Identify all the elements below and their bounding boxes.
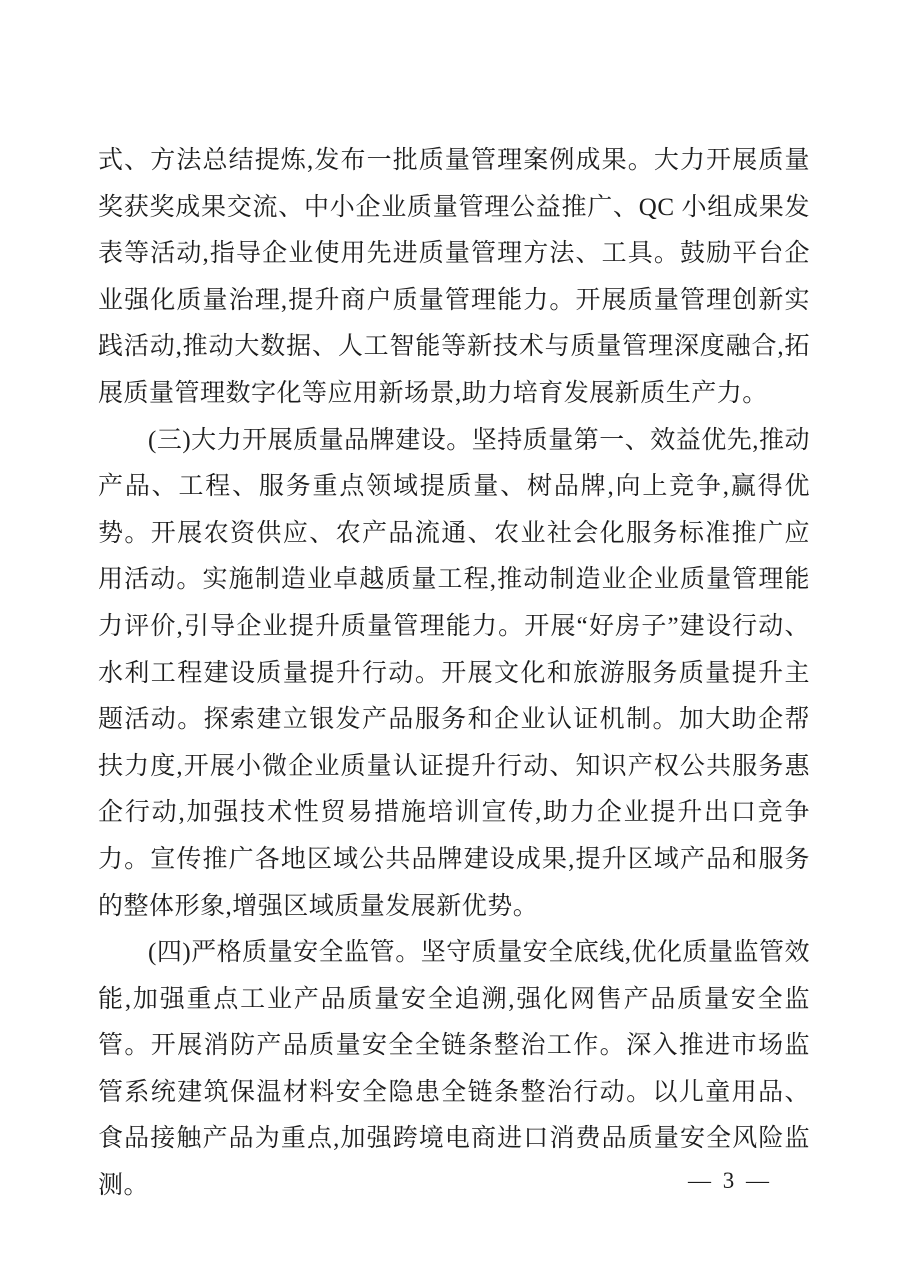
page-number: — 3 —: [688, 1168, 772, 1193]
document-body: [98, 138, 810, 1210]
paragraph-continued: 式、方法总结提炼,发布一批质量管理案例成果。大力开展质量奖获奖成果交流、中小企业质量管理公益推广、QC 小组成果发表等活动,指导企业使用先进质量管理方法、工具。鼓励平台企业强化质量治理,提升商户质量管理能力。开展质量管理创新实践活动,推动大数据、人工智能等新技术与质量管理深度融合,拓展质量管理数字化等应用新场景,助力培育发展新质生产力。: [98, 147, 810, 407]
paragraph-section-3: (三)大力开展质量品牌建设。坚持质量第一、效益优先,推动产品、工程、服务重点领域提质量、树品牌,向上竞争,赢得优势。开展农资供应、农产品流通、农业社会化服务标准推广应用活动。实施制造业卓越质量工程,推动制造业企业质量管理能力评价,引导企业提升质量管理能力。开展“好房子”建设行动、水利工程建设质量提升行动。开展文化和旅游服务质量提升主题活动。探索建立银发产品服务和企业认证机制。加大助企帮扶力度,开展小微企业质量认证提升行动、知识产权公共服务惠企行动,加强技术性贸易措施培训宣传,助力企业提升出口竞争力。宣传推广各地区域公共品牌建设成果,提升区域产品和服务的整体形象,增强区域质量发展新优势。: [98, 426, 810, 920]
paragraph-section-4: (四)严格质量安全监管。坚守质量安全底线,优化质量监管效能,加强重点工业产品质量安全追溯,强化网售产品质量安全监管。开展消防产品质量安全全链条整治工作。深入推进市场监管系统建筑保温材料安全隐患全链条整治行动。以儿童用品、食品接触产品为重点,加强跨境电商进口消费品质量安全风险监测。: [98, 939, 810, 1200]
